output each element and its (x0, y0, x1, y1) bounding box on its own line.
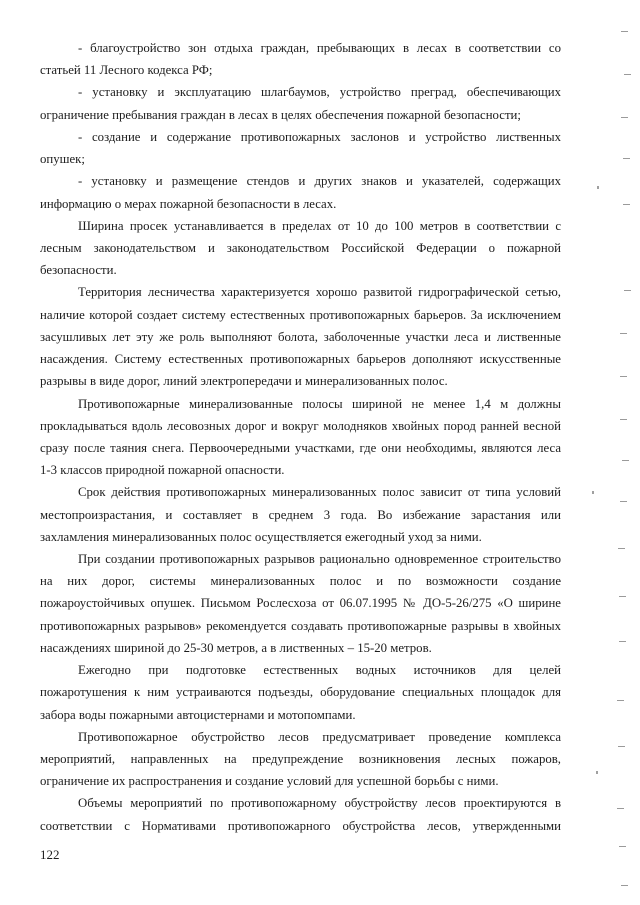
scan-margin-mark (621, 31, 628, 32)
text-line: наличие которой создает систему естественных противопожарных барьеров. За исключением (40, 307, 561, 322)
scan-margin-mark (620, 376, 627, 377)
text-line: информацию о мерах пожарной безопасности в лесах. (40, 196, 337, 211)
text-line: - благоустройство зон отдыха граждан, пребывающих в лесах в соответствии со (78, 41, 561, 55)
scan-margin-mark (619, 596, 626, 597)
scan-margin-mark (620, 501, 627, 502)
scan-margin-mark (621, 117, 628, 118)
paragraph (40, 393, 561, 482)
text-line: Территория лесничества характеризуется хорошо развитой гидрографической сетью, (78, 285, 561, 300)
scan-speck (592, 491, 594, 494)
text-line: забора воды пожарными автоцистернами и мотопомпами. (40, 707, 356, 722)
text-line: на них дорог, системы минерализованных полос и по возможности создание (40, 574, 561, 589)
paragraph (40, 481, 561, 548)
scan-margin-mark (622, 460, 629, 461)
text-line: местопроизрастания, и составляет в среднем 3 года. Во избежание зарастания или (40, 507, 561, 522)
text-line: соответствии с Нормативами противопожарного обустройства лесов, утвержденными (40, 818, 561, 833)
text-line: безопасности. (40, 263, 117, 278)
scan-margin-mark (617, 808, 624, 809)
paragraph (40, 215, 561, 282)
text-line: сразу после таяния снега. Первоочередными участками, где они необходимы, являются леса (40, 440, 561, 455)
paragraph (40, 792, 561, 836)
text-line: мероприятий, направленных на предупреждение возникновения лесных пожаров, (40, 752, 561, 766)
scan-speck (596, 771, 598, 774)
text-line: статьей 11 Лесного кодекса РФ; (40, 63, 213, 78)
text-line: Противопожарное обустройство лесов предусматривает проведение комплекса (78, 729, 561, 744)
text-line: опушек; (40, 152, 85, 167)
text-line: насаждения. Систему естественных противопожарных барьеров дополняют искусственные (40, 352, 561, 367)
bullet-item (40, 170, 561, 214)
scan-margin-mark (620, 333, 627, 334)
text-line: Ширина просек устанавливается в пределах от 10 до 100 метров в соответствии с (78, 218, 561, 233)
text-line: лесным законодательством и законодательством Российской Федерации о пожарной (40, 240, 561, 255)
scan-margin-mark (619, 641, 626, 642)
scan-margin-mark (618, 548, 625, 549)
text-line: противопожарных разрывов» рекомендуется создавать противопожарные разрывы в хвойных (40, 618, 561, 633)
scan-margin-mark (617, 700, 624, 701)
scan-speck (597, 186, 599, 189)
scan-margin-mark (619, 846, 626, 847)
text-line: пожароустойчивых опушек. Письмом Рослесхоза от 06.07.1995 № ДО-5-26/275 «О ширине (40, 596, 561, 611)
text-line: ограничение их распространения и создание условий для успешной борьбы с ними. (40, 774, 499, 789)
bullet-item (40, 126, 561, 170)
text-line: захламления минерализованных полос осуществляется ежегодный уход за ними. (40, 529, 482, 544)
paragraph (40, 659, 561, 726)
paragraph (40, 281, 561, 392)
scan-margin-mark (624, 74, 631, 75)
text-line: Объемы мероприятий по противопожарному обустройству лесов проектируются в (78, 796, 561, 811)
text-line: Срок действия противопожарных минерализованных полос зависит от типа условий (78, 485, 561, 500)
text-line: - установку и размещение стендов и других знаков и указателей, содержащих (78, 174, 561, 189)
text-line: пожаротушения к ним устраиваются подъезды, оборудование специальных площадок для (40, 685, 561, 700)
text-line: - установку и эксплуатацию шлагбаумов, устройство преград, обеспечивающих (78, 85, 561, 100)
text-line: 1-3 классов природной пожарной опасности. (40, 463, 285, 478)
scan-margin-mark (623, 158, 630, 159)
scan-margin-mark (623, 204, 630, 205)
text-line: прокладываться вдоль лесовозных дорог и вокруг молодняков хвойных пород ранней весной (40, 418, 561, 433)
paragraph (40, 548, 561, 659)
bullet-item (40, 81, 561, 125)
text-line: ограничение пребывания граждан в лесах в целях обеспечения пожарной безопасности; (40, 107, 521, 122)
text-line: Противопожарные минерализованные полосы шириной не менее 1,4 м должны (78, 396, 561, 411)
text-line: насаждениях шириной до 25-30 метров, а в лиственных – 15-20 метров. (40, 640, 432, 655)
text-line: засушливых лет эту же роль выполняют болота, заболоченные участки леса и лиственные (40, 329, 561, 344)
text-line: При создании противопожарных разрывов рационально одновременное строительство (78, 552, 561, 567)
text-line: Ежегодно при подготовке естественных водных источников для целей (78, 663, 561, 678)
body-text (40, 37, 561, 837)
page-number: 122 (40, 847, 60, 862)
text-line: - создание и содержание противопожарных заслонов и устройство лиственных (78, 129, 561, 144)
scan-margin-mark (624, 290, 631, 291)
scan-margin-mark (620, 419, 627, 420)
bullet-item (40, 37, 561, 81)
scan-margin-mark (618, 746, 625, 747)
scan-margin-mark (621, 885, 628, 886)
text-line: разрывы в виде дорог, линий электропередачи и минерализованных полос. (40, 374, 448, 389)
paragraph (40, 726, 561, 793)
